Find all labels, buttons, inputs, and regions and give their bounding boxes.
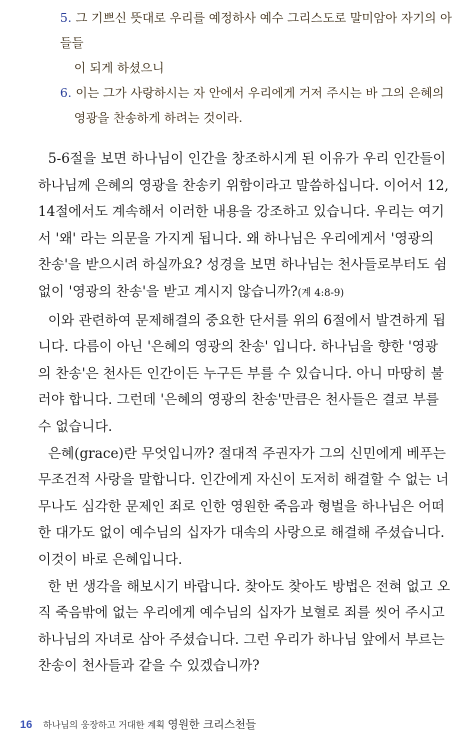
verse-5 <box>60 6 452 81</box>
verse-6 <box>60 81 452 131</box>
page-number: 16 <box>20 719 33 731</box>
running-title-strong: 영원한 크리스천들 <box>167 718 257 731</box>
paragraph <box>38 308 451 441</box>
paragraph-text: 은혜(grace)란 무엇입니까? 절대적 주권자가 그의 신민에게 베푸는 무조건적 사랑을 말합니다. 인간에게 자신이 도저히 해결할 수 없는 너무나도 심각한 문제인 죄로 인한 영원한 죽음과 형벌을 하나님은 어떠한 대가도 없이 예수님의 십자가 대속의 사랑으로 해결해 주셨습니다. 이것이 바로 은혜입니다. <box>38 445 449 568</box>
paragraph-text: 이와 관련하여 문제해결의 중요한 단서를 위의 6절에서 발견하게 됩니다. 다름이 아닌 '은혜의 영광의 찬송' 입니다. 하나님을 향한 '영광의 찬송'은 천사든 인간이든 누구든 부를 수 있습니다. 아니 마땅히 불러야 합니다. 그런데 '은혜의 영광의 찬송'만큼은 천사들은 결코 부를 수 없습니다. <box>38 312 446 435</box>
paragraph <box>38 146 451 308</box>
scripture-quote <box>60 6 452 131</box>
verse-number: 6. <box>60 86 72 100</box>
paragraph <box>38 574 451 680</box>
verse-text: 그 기쁘신 뜻대로 우리를 예정하사 예수 그리스도로 말미암아 자기의 아들들 <box>60 11 452 50</box>
paragraph-text: 5-6절을 보면 하나님이 인간을 창조하시게 된 이유가 우리 인간들이 하나님께 은혜의 영광을 찬송키 위함이라고 말씀하십니다. 이어서 12, 14절에서도 계속해서 이러한 내용을 강조하고 있습니다. 우리는 여기서 '왜' 라는 의문을 가지게 됩니다. 왜 하나님은 우리에게서 '영광의 찬송'을 받으시려 하실까요? 성경을 보면 하나님는 천사들로부터도 쉼 없이 '영광의 찬송'을 받고 계시지 않습니까? <box>38 151 449 300</box>
verse-text-cont: 이 되게 하셨으니 <box>74 61 165 75</box>
verse-text-cont: 영광을 찬송하게 하려는 것이라. <box>74 111 243 125</box>
verse-text: 이는 그가 사랑하시는 자 안에서 우리에게 거저 주시는 바 그의 은혜의 <box>75 86 445 100</box>
paragraph <box>38 441 451 574</box>
body-text <box>38 146 451 680</box>
running-title: 하나님의 웅장하고 거대한 계획 <box>43 721 165 731</box>
scripture-reference: (계 4:8-9) <box>297 287 345 299</box>
verse-number: 5. <box>60 11 72 25</box>
paragraph-text: 한 번 생각을 해보시기 바랍니다. 찾아도 찾아도 방법은 전혀 없고 오직 죽음밖에 없는 우리에게 예수님의 십자가 보혈로 죄를 씻어 주시고 하나님의 자녀로 삼아 주셨습니다. 그런 우리가 하나님 앞에서 부르는 찬송이 천사들과 같을 수 있겠습니까? <box>38 578 451 675</box>
page-footer <box>20 716 450 736</box>
